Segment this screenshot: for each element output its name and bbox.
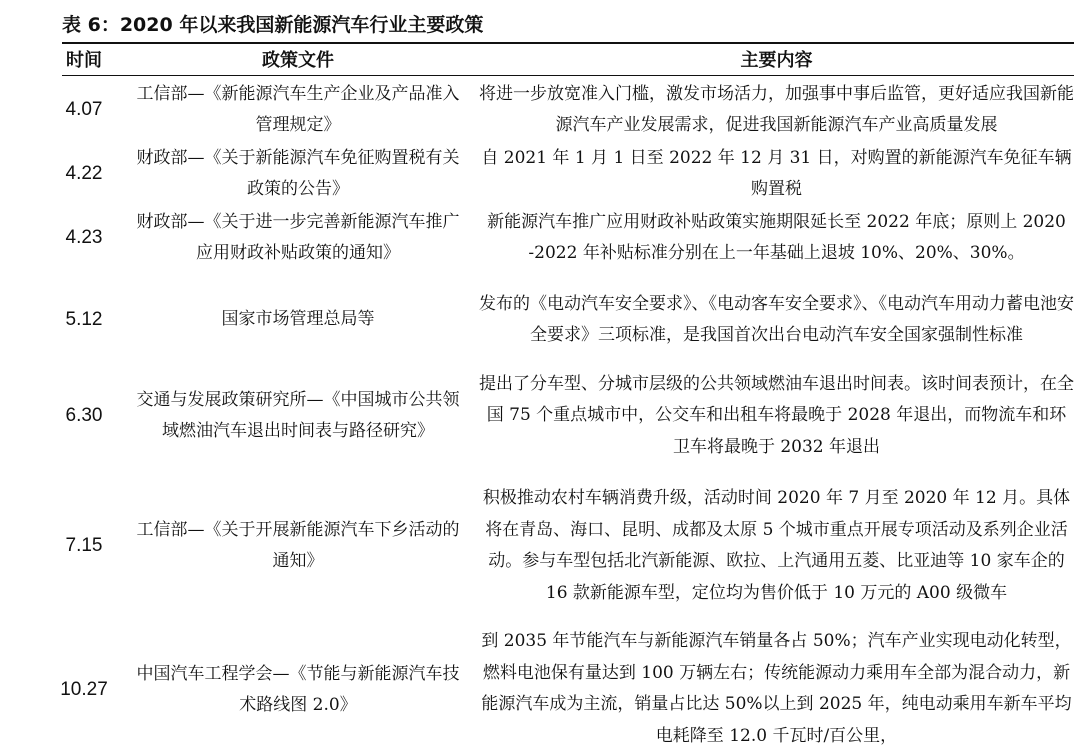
content-cell: 自 2021 年 1 月 1 日至 2022 年 12 月 31 日，对购置的新能源汽车免征车辆购置税: [481, 147, 1072, 199]
policy-document-cell: 财政部—《关于新能源汽车免征购置税有关政策的公告》: [136, 147, 460, 199]
policy-document-cell: 交通与发展政策研究所—《中国城市公共领域燃油汽车退出时间表与路径研究》: [136, 389, 460, 441]
content-cell: 积极推动农村车辆消费升级，活动时间 2020 年 7 月至 2020 年 12 月。具体将在青岛、海口、昆明、成都及太原 5 个城市重点开展专项活动及系列企业活动。参与车型包括北汽新能源、欧拉、上汽通用五菱、比亚迪等 10 家车企的 16 款新能源车型，定位均为售价低于 10 万元的 A00 级微车: [482, 488, 1071, 603]
content-cell: 新能源汽车推广应用财政补贴政策实施期限延长至 2022 年底；原则上 2020 -2022 年补贴标准分别在上一年基础上退坡 10%、20%、30%。: [487, 211, 1066, 263]
time-cell: 10.27: [60, 679, 108, 700]
header-time: 时间: [66, 50, 102, 71]
policy-document-cell: 中国汽车工程学会—《节能与新能源汽车技术路线图 2.0》: [136, 663, 460, 715]
policy-document-cell: 国家市场管理总局等: [221, 309, 375, 330]
table-row: [62, 466, 1074, 626]
content-cell: 到 2035 年节能汽车与新能源汽车销量各占 50%；汽车产业实现电动化转型，燃料电池保有量达到 100 万辆左右；传统能源动力乘用车全部为混合动力，新能源汽车成为主流，销量占比达 50%以上到 2025 年，纯电动乘用车新车平均电耗降至 12.0 千瓦时/百公里，: [481, 631, 1072, 746]
time-cell: 7.15: [65, 535, 103, 556]
time-cell: 4.23: [65, 227, 103, 248]
header-main-content: 主要内容: [740, 50, 813, 71]
time-cell: 6.30: [65, 405, 103, 426]
time-cell: 4.07: [65, 99, 103, 120]
time-cell: 5.12: [65, 309, 103, 330]
policy-document-cell: 工信部—《新能源汽车生产企业及产品准入管理规定》: [136, 83, 460, 135]
table-caption: 表 6：2020 年以来我国新能源汽车行业主要政策: [62, 14, 484, 36]
policy-document-cell: 工信部—《关于开展新能源汽车下乡活动的通知》: [136, 519, 460, 571]
header-bottom-rule: [62, 75, 1074, 76]
header-policy-document: 政策文件: [262, 50, 334, 71]
policy-document-cell: 财政部—《关于进一步完善新能源汽车推广应用财政补贴政策的通知》: [136, 211, 460, 263]
table-row: [62, 368, 1074, 464]
table-top-rule: [62, 42, 1074, 44]
table-row: [62, 142, 1074, 206]
table-row: [62, 206, 1074, 270]
content-cell: 发布的《电动汽车安全要求》、《电动客车安全要求》、《电动汽车用动力蓄电池安全要求》三项标准，是我国首次出台电动汽车安全国家强制性标准: [479, 293, 1074, 345]
table-row: [62, 272, 1074, 368]
table-row: [62, 78, 1074, 142]
table-row: [62, 626, 1074, 754]
content-cell: 提出了分车型、分城市层级的公共领域燃油车退出时间表。该时间表预计，在全国 75 个重点城市中，公交车和出租车将最晚于 2028 年退出，而物流车和环卫车将最晚于 2032 年退出: [479, 373, 1074, 457]
content-cell: 将进一步放宽准入门槛，激发市场活力，加强事中事后监管，更好适应我国新能源汽车产业发展需求，促进我国新能源汽车产业高质量发展: [479, 83, 1074, 135]
time-cell: 4.22: [65, 163, 103, 184]
